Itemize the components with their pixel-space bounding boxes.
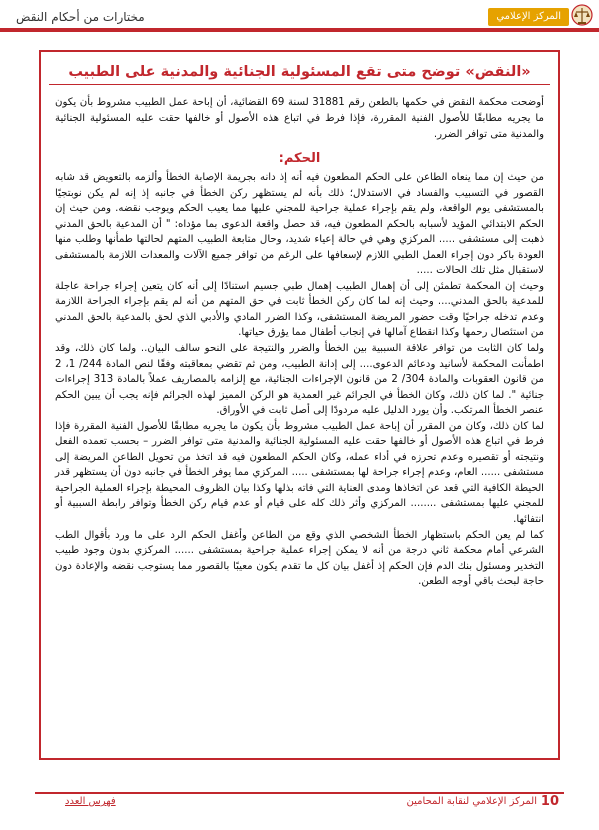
ruling-paragraph: كما لم يعن الحكم باستظهار الخطأ الشخصي الذي وقع من الطاعن وأغفل الحكم الرد على ما ورد بأقوال الطب الشرعي أمام محكمة ثاني درجة من أنه لا يمكن إجراء عملية جراحية بمستشفى ...... المركزي بدون وجود طبيب التخدير ومسئول بنك الدم فإن الحكم إذ أغفل بيان كل ما تقدم يكون معيبًا بالقصور مما يستوجب نقضه والإعادة دون حاجة لبحث باقي أوجه الطعن.: [55, 529, 544, 588]
ruling-paragraph: ولما كان الثابت من توافر علاقة السببية بين الخطأ والضرر والنتيجة على النحو سالف البيان.. ولما كان ذلك، وقد اطمأنت المحكمة لأسانيد ودعائم الدعوى.... إلى إدانة الطبيب، ومن ثم تقضي بمعاقبته وفقًا لنص المادة 244/ 1، 2 من قانون العقوبات والمادة 304/ 2 من قانون الإجراءات الجنائية، مع إلزامه بالمصاريف عملاً بالمادة 313 إجراءات جنائية ". لما كان ذلك، وكان الخطأ في الجرائم غير العمدية هو الركن المميز لهذه الجرائم فإنه يجب أن يبين الحكم عنصر الخطأ المرتكب. وأن يورد الدليل عليه مردودًا إلى أصل ثابت في الأوراق.: [55, 343, 544, 417]
page-number: 10: [540, 794, 559, 809]
section-title: مختارات من أحكام النقض: [16, 10, 145, 24]
ruling-paragraph: وحيث إن المحكمة تطمئن إلى أن إهمال الطبيب إهمال طبي جسيم استنادًا إلى أنه كان يتعين إجراء جراحة عاجلة للمدعية بالحق المدني.... وحيث إنه لما كان ركن الخطأ ثابت في حق المتهم من أنه لم يقم بإجراء الجراحة اللازمة وعدم تدخله جراحيًا وقت حضور المريضة المستشفى، وكذا الضرر المادي والأدبي الذي لحق بالمدعية بالحق المدني من استئصال رحمها وكذا انقطاع آمالها في إنجاب أطفال مما يؤرق حياتها.: [55, 280, 544, 339]
footer-organization: المركز الإعلامي لنقابة المحامين: [406, 796, 537, 807]
article-frame: [39, 50, 560, 760]
scales-emblem-icon: [571, 4, 593, 28]
article-title: «النقض» توضح متى تقع المسئولية الجنائية والمدنية على الطبيب: [49, 58, 550, 85]
ruling-paragraph: لما كان ذلك، وكان من المقرر أن إباحة عمل الطبيب مشروط بأن يكون ما يجريه مطابقًا للأصول الفنية المقررة فإذا فرط في اتباع هذه الأصول أو خالفها حقت عليه المسئولية الجنائية والمدنية متى توافر الضرر – بحسب تعمده الفعل ونتيجته أو تقصيره وعدم تحرزه في أداء عمله، وكان الحكم المطعون فيه قد اتخذ من تحويل الطاعن المريضة إلى مستشفى ...... العام، وعدم إجراء جراحة لها بمستشفى ..... المركزي مما يوفر الخطأ في جانبه دون أن يستظهر قدر الحيطة الكافية التي قعد عن اتخاذها ومدى العناية التي فاته بذلها وكذا بيان الظروف المحيطة بإجراء العملية الجراحية للمجني عليها بمستشفى ........ المركزي وأثر ذلك كله على قيام أو عدم قيام ركن الخطأ وتوافر رابطة السببية أو انتفائها.: [55, 420, 544, 526]
footer-rule: [35, 792, 564, 794]
header-rule: [0, 28, 599, 32]
media-center-badge: المركز الإعلامي: [488, 8, 569, 26]
table-of-contents-link[interactable]: فهرس العدد: [65, 796, 116, 807]
ruling-label: الحكم:: [278, 151, 321, 166]
ruling-body: [55, 170, 544, 590]
ruling-paragraph: من حيث إن مما ينعاه الطاعن على الحكم المطعون فيه أنه إذ دانه بجريمة الإصابة الخطأ وألزمه بالتعويض قد شابه القصور في التسبيب والفساد في الاستدلال؛ ذلك بأنه لم يستظهر ركن الخطأ في جانبه إذ إنه لم يكن نوبتجيًا بالمستشفى يوم الواقعة، ولم يقم بإجراء عملية جراحية للمجني عليها مما يعيب الحكم ويوجب نقضه. ومن حيث إن الحكم الابتدائي المؤيد لأسبابه بالحكم المطعون فيه، قد حصل واقعة الدعوى بما مؤداه: " أن المدعية بالحق المدني ذهبت إلى مستشفى ..... المركزي وهي في حالة إعياء شديد، وحال متابعة الطبيب المتهم لحالتها طمأنها وطلب منها العودة باكر دون إجراء العمل الطبي اللازم لإسعافها على الرغم من توافر جميع الآلات والمعدات اللازمة بالمستشفى لاستقبال مثل تلك الحالات .....: [55, 172, 544, 277]
article-intro: أوضحت محكمة النقض في حكمها بالطعن رقم 31881 لسنة 69 القضائية، أن إباحة عمل الطبيب مشروط بأن يكون ما يجريه مطابقًا للأصول الفنية المقررة، فإذا فرط في اتباع هذه الأصول أو خالفها حقت عليه المسئولية الجنائية والمدنية متى توافر الضرر.: [55, 97, 544, 140]
